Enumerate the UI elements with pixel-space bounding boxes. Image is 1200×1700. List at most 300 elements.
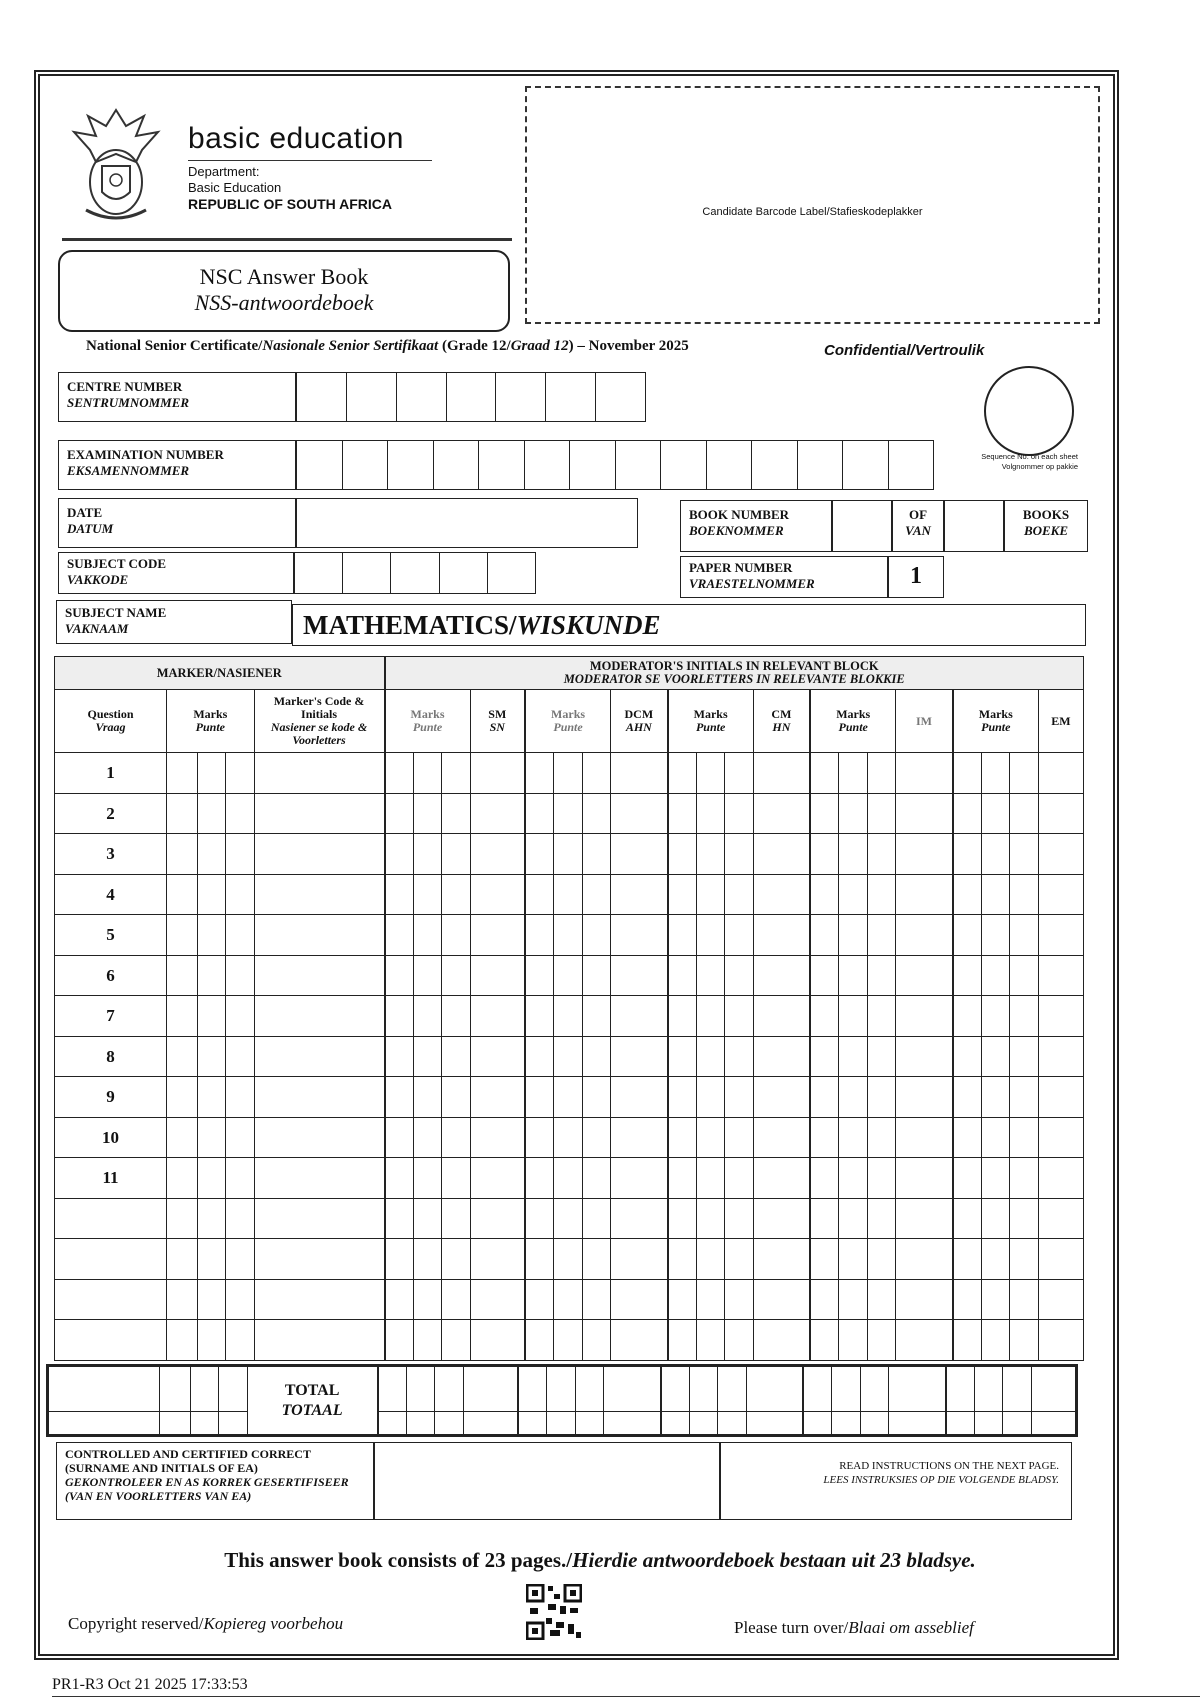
mark-cell[interactable]: [226, 1117, 255, 1158]
mark-cell[interactable]: [470, 753, 525, 794]
mark-cell[interactable]: [385, 1198, 414, 1239]
mark-cell[interactable]: [226, 793, 255, 834]
mark-cell[interactable]: [582, 793, 611, 834]
mark-cell[interactable]: [167, 1198, 198, 1239]
mark-cell[interactable]: [953, 1077, 982, 1118]
mark-cell[interactable]: [197, 1077, 226, 1118]
mark-cell[interactable]: [753, 996, 810, 1037]
mark-cell[interactable]: [1038, 1158, 1083, 1199]
mark-cell[interactable]: [611, 1320, 668, 1361]
mark-cell[interactable]: [197, 753, 226, 794]
mark-cell[interactable]: [839, 834, 868, 875]
mark-cell[interactable]: [725, 1198, 754, 1239]
total-cell[interactable]: [689, 1366, 718, 1412]
mark-cell[interactable]: [554, 1198, 583, 1239]
mark-cell[interactable]: [953, 753, 982, 794]
mark-cell[interactable]: [810, 1320, 839, 1361]
books-total-input[interactable]: [944, 500, 1004, 552]
mark-cell[interactable]: [668, 1036, 697, 1077]
mark-cell[interactable]: [167, 1117, 198, 1158]
mark-cell[interactable]: [696, 1117, 725, 1158]
mark-cell[interactable]: [839, 996, 868, 1037]
mark-cell[interactable]: [442, 1279, 471, 1320]
mark-cell[interactable]: [470, 955, 525, 996]
total-cell[interactable]: [48, 1412, 160, 1436]
mark-cell[interactable]: [413, 996, 442, 1037]
mark-cell[interactable]: [668, 1117, 697, 1158]
mark-cell[interactable]: [470, 915, 525, 956]
mark-cell[interactable]: [725, 996, 754, 1037]
mark-cell[interactable]: [226, 996, 255, 1037]
mark-cell[interactable]: [167, 955, 198, 996]
mark-cell[interactable]: [1010, 793, 1039, 834]
mark-cell[interactable]: [867, 1158, 896, 1199]
mark-cell[interactable]: [582, 1239, 611, 1280]
mark-cell[interactable]: [254, 1077, 384, 1118]
mark-cell[interactable]: [810, 834, 839, 875]
mark-cell[interactable]: [753, 915, 810, 956]
mark-cell[interactable]: [226, 1158, 255, 1199]
mark-cell[interactable]: [867, 874, 896, 915]
mark-cell[interactable]: [753, 1198, 810, 1239]
mark-cell[interactable]: [839, 915, 868, 956]
mark-cell[interactable]: [810, 1198, 839, 1239]
mark-cell[interactable]: [1010, 874, 1039, 915]
mark-cell[interactable]: [254, 1320, 384, 1361]
mark-cell[interactable]: [1010, 1077, 1039, 1118]
mark-cell[interactable]: [525, 1117, 554, 1158]
mark-cell[interactable]: [896, 1158, 953, 1199]
mark-cell[interactable]: [413, 874, 442, 915]
total-cell[interactable]: [575, 1366, 604, 1412]
exam-number-input[interactable]: [296, 440, 934, 490]
mark-cell[interactable]: [442, 1198, 471, 1239]
mark-cell[interactable]: [1038, 1198, 1083, 1239]
mark-cell[interactable]: [753, 753, 810, 794]
mark-cell[interactable]: [442, 1117, 471, 1158]
total-cell[interactable]: [803, 1412, 832, 1436]
mark-cell[interactable]: [413, 1077, 442, 1118]
mark-cell[interactable]: [167, 915, 198, 956]
mark-cell[interactable]: [839, 874, 868, 915]
total-cell[interactable]: [860, 1412, 889, 1436]
mark-cell[interactable]: [470, 996, 525, 1037]
mark-cell[interactable]: [725, 793, 754, 834]
mark-cell[interactable]: [896, 1198, 953, 1239]
mark-cell[interactable]: [896, 1036, 953, 1077]
mark-cell[interactable]: [1038, 834, 1083, 875]
total-cell[interactable]: [604, 1412, 661, 1436]
mark-cell[interactable]: [582, 915, 611, 956]
mark-cell[interactable]: [1010, 1279, 1039, 1320]
mark-cell[interactable]: [1038, 753, 1083, 794]
mark-cell[interactable]: [167, 753, 198, 794]
mark-cell[interactable]: [197, 1036, 226, 1077]
mark-cell[interactable]: [385, 915, 414, 956]
mark-cell[interactable]: [1038, 793, 1083, 834]
mark-cell[interactable]: [668, 1239, 697, 1280]
total-cell[interactable]: [661, 1366, 690, 1412]
mark-cell[interactable]: [696, 915, 725, 956]
mark-cell[interactable]: [696, 834, 725, 875]
mark-cell[interactable]: [525, 1158, 554, 1199]
mark-cell[interactable]: [554, 834, 583, 875]
mark-cell[interactable]: [981, 1239, 1010, 1280]
mark-cell[interactable]: [839, 955, 868, 996]
mark-cell[interactable]: [525, 793, 554, 834]
mark-cell[interactable]: [953, 1198, 982, 1239]
total-cell[interactable]: [860, 1366, 889, 1412]
mark-cell[interactable]: [953, 955, 982, 996]
mark-cell[interactable]: [582, 1198, 611, 1239]
mark-cell[interactable]: [696, 1320, 725, 1361]
mark-cell[interactable]: [696, 1239, 725, 1280]
mark-cell[interactable]: [839, 1117, 868, 1158]
mark-cell[interactable]: [385, 834, 414, 875]
total-cell[interactable]: [575, 1412, 604, 1436]
mark-cell[interactable]: [668, 955, 697, 996]
mark-cell[interactable]: [197, 834, 226, 875]
total-cell[interactable]: [1031, 1366, 1076, 1412]
total-cell[interactable]: [974, 1412, 1003, 1436]
total-cell[interactable]: [746, 1412, 803, 1436]
mark-cell[interactable]: [525, 1077, 554, 1118]
mark-cell[interactable]: [413, 753, 442, 794]
mark-cell[interactable]: [1038, 1117, 1083, 1158]
mark-cell[interactable]: [953, 1117, 982, 1158]
mark-cell[interactable]: [1010, 834, 1039, 875]
mark-cell[interactable]: [668, 1279, 697, 1320]
mark-cell[interactable]: [668, 793, 697, 834]
mark-cell[interactable]: [1010, 1036, 1039, 1077]
mark-cell[interactable]: [254, 1239, 384, 1280]
mark-cell[interactable]: [611, 1077, 668, 1118]
mark-cell[interactable]: [197, 1279, 226, 1320]
mark-cell[interactable]: [470, 874, 525, 915]
book-number-input[interactable]: [832, 500, 892, 552]
mark-cell[interactable]: [953, 793, 982, 834]
mark-cell[interactable]: [582, 1036, 611, 1077]
total-cell[interactable]: [661, 1412, 690, 1436]
total-cell[interactable]: [718, 1412, 747, 1436]
mark-cell[interactable]: [385, 874, 414, 915]
mark-cell[interactable]: [696, 793, 725, 834]
mark-cell[interactable]: [1010, 1117, 1039, 1158]
mark-cell[interactable]: [525, 1198, 554, 1239]
mark-cell[interactable]: [167, 834, 198, 875]
mark-cell[interactable]: [385, 955, 414, 996]
mark-cell[interactable]: [254, 1036, 384, 1077]
total-cell[interactable]: [160, 1366, 191, 1412]
total-cell[interactable]: [378, 1412, 407, 1436]
mark-cell[interactable]: [226, 1077, 255, 1118]
total-cell[interactable]: [718, 1366, 747, 1412]
mark-cell[interactable]: [554, 753, 583, 794]
mark-cell[interactable]: [254, 1158, 384, 1199]
mark-cell[interactable]: [442, 1320, 471, 1361]
mark-cell[interactable]: [953, 1279, 982, 1320]
total-cell[interactable]: [689, 1412, 718, 1436]
mark-cell[interactable]: [896, 753, 953, 794]
mark-cell[interactable]: [753, 1036, 810, 1077]
mark-cell[interactable]: [254, 753, 384, 794]
mark-cell[interactable]: [226, 834, 255, 875]
mark-cell[interactable]: [554, 1077, 583, 1118]
mark-cell[interactable]: [254, 1279, 384, 1320]
mark-cell[interactable]: [668, 1198, 697, 1239]
mark-cell[interactable]: [554, 1320, 583, 1361]
mark-cell[interactable]: [167, 1158, 198, 1199]
mark-cell[interactable]: [810, 1077, 839, 1118]
mark-cell[interactable]: [839, 793, 868, 834]
mark-cell[interactable]: [385, 753, 414, 794]
total-cell[interactable]: [463, 1366, 518, 1412]
mark-cell[interactable]: [413, 1239, 442, 1280]
mark-cell[interactable]: [867, 1117, 896, 1158]
mark-cell[interactable]: [611, 1239, 668, 1280]
mark-cell[interactable]: [611, 1158, 668, 1199]
mark-cell[interactable]: [867, 955, 896, 996]
mark-cell[interactable]: [442, 915, 471, 956]
mark-cell[interactable]: [981, 874, 1010, 915]
mark-cell[interactable]: [582, 834, 611, 875]
mark-cell[interactable]: [696, 1279, 725, 1320]
mark-cell[interactable]: [753, 1158, 810, 1199]
mark-cell[interactable]: [611, 996, 668, 1037]
mark-cell[interactable]: [525, 1036, 554, 1077]
mark-cell[interactable]: [385, 1158, 414, 1199]
mark-cell[interactable]: [981, 915, 1010, 956]
mark-cell[interactable]: [226, 1198, 255, 1239]
mark-cell[interactable]: [810, 955, 839, 996]
mark-cell[interactable]: [470, 1320, 525, 1361]
mark-cell[interactable]: [953, 1320, 982, 1361]
mark-cell[interactable]: [1038, 955, 1083, 996]
mark-cell[interactable]: [413, 1117, 442, 1158]
mark-cell[interactable]: [696, 1077, 725, 1118]
mark-cell[interactable]: [1038, 915, 1083, 956]
mark-cell[interactable]: [668, 834, 697, 875]
mark-cell[interactable]: [839, 753, 868, 794]
mark-cell[interactable]: [611, 1036, 668, 1077]
mark-cell[interactable]: [413, 834, 442, 875]
mark-cell[interactable]: [582, 1158, 611, 1199]
mark-cell[interactable]: [725, 915, 754, 956]
mark-cell[interactable]: [839, 1279, 868, 1320]
total-cell[interactable]: [1003, 1412, 1032, 1436]
mark-cell[interactable]: [839, 1077, 868, 1118]
mark-cell[interactable]: [525, 1320, 554, 1361]
mark-cell[interactable]: [953, 1036, 982, 1077]
mark-cell[interactable]: [611, 1198, 668, 1239]
total-cell[interactable]: [406, 1366, 435, 1412]
mark-cell[interactable]: [896, 1077, 953, 1118]
mark-cell[interactable]: [1038, 1239, 1083, 1280]
mark-cell[interactable]: [753, 955, 810, 996]
mark-cell[interactable]: [896, 1320, 953, 1361]
mark-cell[interactable]: [413, 915, 442, 956]
mark-cell[interactable]: [1038, 1077, 1083, 1118]
total-cell[interactable]: [219, 1366, 248, 1412]
mark-cell[interactable]: [442, 834, 471, 875]
mark-cell[interactable]: [226, 753, 255, 794]
mark-cell[interactable]: [611, 915, 668, 956]
mark-cell[interactable]: [582, 996, 611, 1037]
mark-cell[interactable]: [981, 996, 1010, 1037]
mark-cell[interactable]: [470, 1239, 525, 1280]
mark-cell[interactable]: [981, 1198, 1010, 1239]
mark-cell[interactable]: [470, 1077, 525, 1118]
total-cell[interactable]: [1031, 1412, 1076, 1436]
total-cell[interactable]: [378, 1366, 407, 1412]
mark-cell[interactable]: [582, 1077, 611, 1118]
total-cell[interactable]: [435, 1366, 464, 1412]
mark-cell[interactable]: [867, 996, 896, 1037]
mark-cell[interactable]: [896, 874, 953, 915]
mark-cell[interactable]: [554, 874, 583, 915]
mark-cell[interactable]: [896, 1279, 953, 1320]
mark-cell[interactable]: [867, 1036, 896, 1077]
mark-cell[interactable]: [981, 834, 1010, 875]
mark-cell[interactable]: [442, 996, 471, 1037]
mark-cell[interactable]: [582, 955, 611, 996]
mark-cell[interactable]: [981, 1117, 1010, 1158]
mark-cell[interactable]: [197, 996, 226, 1037]
mark-cell[interactable]: [839, 1158, 868, 1199]
mark-cell[interactable]: [1038, 1036, 1083, 1077]
mark-cell[interactable]: [867, 1077, 896, 1118]
mark-cell[interactable]: [725, 834, 754, 875]
mark-cell[interactable]: [167, 1077, 198, 1118]
mark-cell[interactable]: [810, 1117, 839, 1158]
mark-cell[interactable]: [867, 793, 896, 834]
mark-cell[interactable]: [810, 753, 839, 794]
mark-cell[interactable]: [442, 753, 471, 794]
mark-cell[interactable]: [896, 955, 953, 996]
mark-cell[interactable]: [611, 793, 668, 834]
mark-cell[interactable]: [1010, 915, 1039, 956]
mark-cell[interactable]: [753, 834, 810, 875]
mark-cell[interactable]: [470, 1036, 525, 1077]
mark-cell[interactable]: [1010, 1320, 1039, 1361]
mark-cell[interactable]: [1038, 874, 1083, 915]
mark-cell[interactable]: [385, 1320, 414, 1361]
mark-cell[interactable]: [611, 1279, 668, 1320]
mark-cell[interactable]: [470, 1198, 525, 1239]
mark-cell[interactable]: [611, 955, 668, 996]
mark-cell[interactable]: [197, 1117, 226, 1158]
mark-cell[interactable]: [442, 1239, 471, 1280]
mark-cell[interactable]: [668, 915, 697, 956]
mark-cell[interactable]: [611, 874, 668, 915]
mark-cell[interactable]: [442, 955, 471, 996]
mark-cell[interactable]: [554, 793, 583, 834]
mark-cell[interactable]: [413, 1036, 442, 1077]
mark-cell[interactable]: [753, 874, 810, 915]
mark-cell[interactable]: [385, 1077, 414, 1118]
mark-cell[interactable]: [385, 1036, 414, 1077]
mark-cell[interactable]: [668, 874, 697, 915]
mark-cell[interactable]: [226, 1036, 255, 1077]
mark-cell[interactable]: [981, 793, 1010, 834]
mark-cell[interactable]: [696, 753, 725, 794]
mark-cell[interactable]: [254, 996, 384, 1037]
mark-cell[interactable]: [668, 1158, 697, 1199]
mark-cell[interactable]: [953, 834, 982, 875]
subject-code-input[interactable]: [294, 552, 536, 594]
mark-cell[interactable]: [953, 996, 982, 1037]
mark-cell[interactable]: [385, 996, 414, 1037]
mark-cell[interactable]: [981, 1077, 1010, 1118]
mark-cell[interactable]: [867, 834, 896, 875]
total-cell[interactable]: [889, 1412, 946, 1436]
mark-cell[interactable]: [1038, 996, 1083, 1037]
mark-cell[interactable]: [981, 753, 1010, 794]
mark-cell[interactable]: [696, 955, 725, 996]
mark-cell[interactable]: [753, 1239, 810, 1280]
mark-cell[interactable]: [668, 753, 697, 794]
mark-cell[interactable]: [696, 1198, 725, 1239]
mark-cell[interactable]: [554, 996, 583, 1037]
mark-cell[interactable]: [981, 1158, 1010, 1199]
mark-cell[interactable]: [254, 1198, 384, 1239]
mark-cell[interactable]: [810, 1158, 839, 1199]
mark-cell[interactable]: [1010, 753, 1039, 794]
mark-cell[interactable]: [1010, 1158, 1039, 1199]
mark-cell[interactable]: [525, 996, 554, 1037]
mark-cell[interactable]: [668, 996, 697, 1037]
mark-cell[interactable]: [753, 1077, 810, 1118]
mark-cell[interactable]: [554, 955, 583, 996]
mark-cell[interactable]: [442, 874, 471, 915]
mark-cell[interactable]: [470, 1158, 525, 1199]
mark-cell[interactable]: [525, 915, 554, 956]
total-cell[interactable]: [946, 1366, 975, 1412]
total-cell[interactable]: [946, 1412, 975, 1436]
mark-cell[interactable]: [1038, 1320, 1083, 1361]
mark-cell[interactable]: [668, 1077, 697, 1118]
mark-cell[interactable]: [226, 915, 255, 956]
mark-cell[interactable]: [470, 1117, 525, 1158]
mark-cell[interactable]: [254, 793, 384, 834]
mark-cell[interactable]: [725, 1077, 754, 1118]
mark-cell[interactable]: [981, 1036, 1010, 1077]
mark-cell[interactable]: [981, 1279, 1010, 1320]
total-cell[interactable]: [48, 1366, 160, 1412]
mark-cell[interactable]: [696, 874, 725, 915]
mark-cell[interactable]: [725, 1239, 754, 1280]
mark-cell[interactable]: [413, 793, 442, 834]
total-cell[interactable]: [604, 1366, 661, 1412]
controlled-certified-input[interactable]: [374, 1442, 720, 1520]
mark-cell[interactable]: [953, 1239, 982, 1280]
mark-cell[interactable]: [470, 1279, 525, 1320]
mark-cell[interactable]: [442, 793, 471, 834]
mark-cell[interactable]: [197, 874, 226, 915]
total-cell[interactable]: [219, 1412, 248, 1436]
total-cell[interactable]: [190, 1366, 219, 1412]
mark-cell[interactable]: [197, 793, 226, 834]
mark-cell[interactable]: [554, 1279, 583, 1320]
mark-cell[interactable]: [226, 1279, 255, 1320]
mark-cell[interactable]: [582, 753, 611, 794]
mark-cell[interactable]: [753, 1279, 810, 1320]
mark-cell[interactable]: [810, 793, 839, 834]
mark-cell[interactable]: [981, 1320, 1010, 1361]
mark-cell[interactable]: [197, 1198, 226, 1239]
mark-cell[interactable]: [525, 1279, 554, 1320]
mark-cell[interactable]: [611, 753, 668, 794]
